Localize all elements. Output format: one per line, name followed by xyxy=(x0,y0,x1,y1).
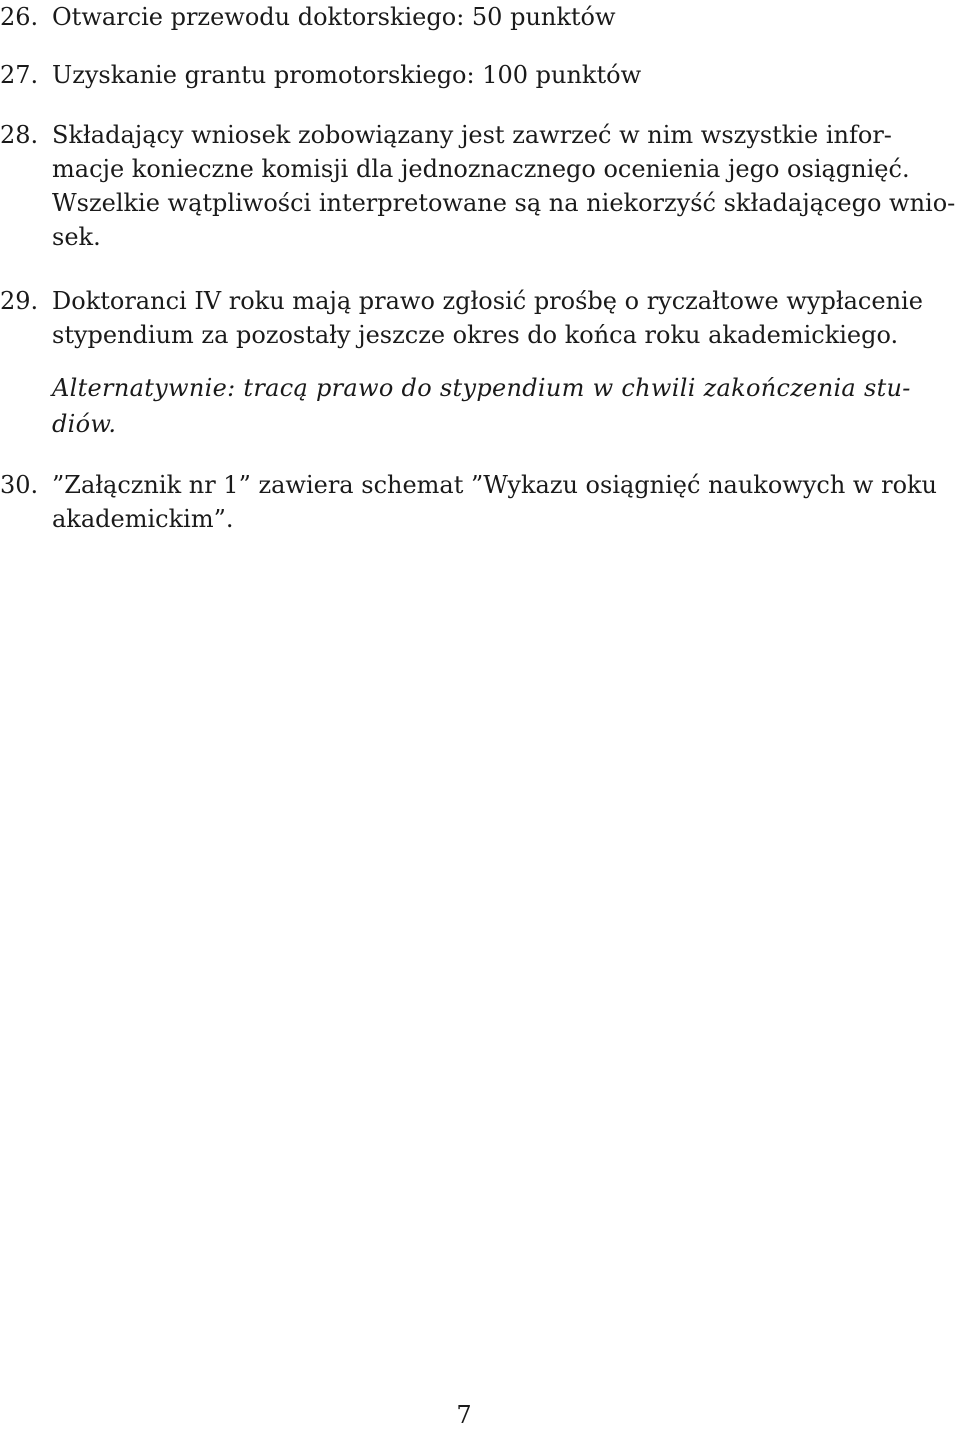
text-line: macje konieczne komisji dla jednoznacznego ocenienia jego osiągnięć. xyxy=(52,155,910,183)
item-text xyxy=(52,284,948,352)
italic-text-line: Alternatywnie: tracą prawo do stypendium w chwili zakończenia stu- xyxy=(52,374,911,402)
page-number: 7 xyxy=(456,1401,472,1429)
item-text xyxy=(52,468,948,536)
text-line: stypendium za pozostały jeszcze okres do końca roku akademickiego. xyxy=(52,321,899,349)
alternative-note xyxy=(52,370,948,442)
item-number: 29. xyxy=(0,287,39,315)
item-text xyxy=(52,0,948,34)
text-line: Doktoranci IV roku mają prawo zgłosić prośbę o ryczałtowe wypłacenie xyxy=(52,287,923,315)
text-line: Uzyskanie grantu promotorskiego: 100 punktów xyxy=(52,61,642,89)
text-line: Otwarcie przewodu doktorskiego: 50 punktów xyxy=(52,3,616,31)
text-line: Składający wniosek zobowiązany jest zawrzeć w nim wszystkie infor- xyxy=(52,121,892,149)
text-line: sek. xyxy=(52,223,101,251)
item-number: 27. xyxy=(0,61,39,89)
item-text xyxy=(52,58,948,92)
text-line: Wszelkie wątpliwości interpretowane są na niekorzyść składającego wnio- xyxy=(52,189,956,217)
text-line: ”Załącznik nr 1” zawiera schemat ”Wykazu osiągnięć naukowych w roku xyxy=(52,471,938,499)
item-text xyxy=(52,118,956,254)
item-number: 28. xyxy=(0,121,39,149)
item-number: 26. xyxy=(0,3,39,31)
item-number: 30. xyxy=(0,471,39,499)
italic-text-line: diów. xyxy=(52,410,117,438)
text-line: akademickim”. xyxy=(52,505,234,533)
